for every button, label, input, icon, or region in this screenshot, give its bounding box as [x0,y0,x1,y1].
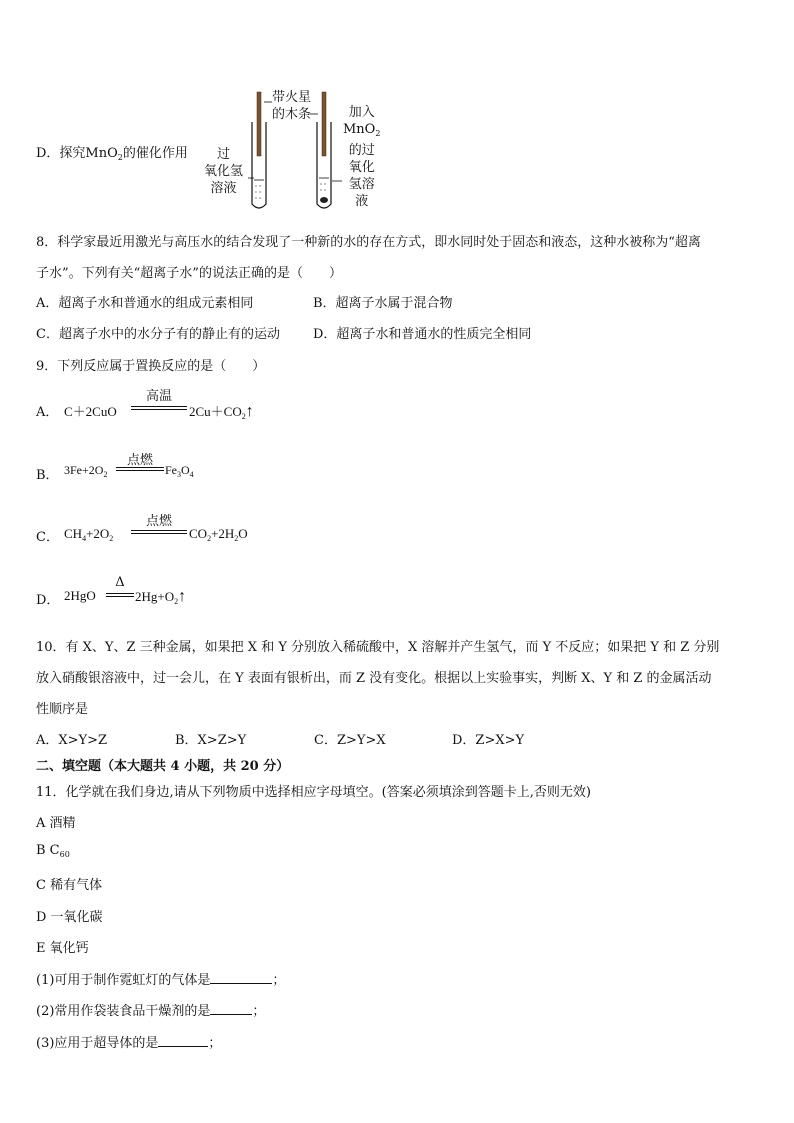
q9-a-equals-sign [131,406,187,410]
q9-option-c-label: C． [36,530,59,545]
q11-option-d: D 一氧化碳 [36,910,103,925]
q9-b-equals-sign [116,467,164,471]
q11-option-a: A 酒精 [36,816,76,831]
q11-stem: 11．化学就在我们身边,请从下列物质中选择相应字母填空。(答案必须填涂到答题卡上,否则无效) [36,785,591,800]
q9-option-d-label: D． [36,593,60,608]
q8-stem-line2: 子水”。下列有关“超离子水”的说法正确的是（ ） [36,266,342,281]
q11-subquestion-3: (3)应用于超导体的是 ； [36,1036,222,1051]
q10-stem-line3: 性顺序是 [36,702,89,717]
right-wooden-splint [322,92,326,156]
q11-option-e: E 氧化钙 [36,941,89,956]
q9-c-condition: 点燃 [145,514,172,529]
label-glowing-splint: 带火星 的木条 [272,90,312,122]
q11-option-c: C 稀有气体 [36,878,103,893]
q11-subquestion-2: (2)常用作袋装食品干燥剂的是 ； [36,1004,266,1019]
q9-a-condition: 高温 [145,389,172,404]
answer-blank-1[interactable] [210,971,272,984]
q9-c-equals-sign [131,530,187,534]
q10-option-b: B．X>Z>Y [175,733,247,748]
q9-d-condition: Δ [115,575,125,590]
q11-subquestion-1: (1)可用于制作霓虹灯的气体是 ； [36,973,286,988]
q9-b-reactants: $3Fe+2O_2$ [64,463,108,479]
q9-d-equals-sign [106,593,134,597]
q9-stem: 9．下列反应属于置换反应的是（ ） [36,359,266,374]
q8-option-d: D．超离子水和普通水的性质完全相同 [313,327,532,342]
q9-d-reactants: 2HgO [64,588,96,603]
q9-d-products: $2Hg+O_2↑$ [135,588,187,606]
q8-option-a: A．超离子水和普通水的组成元素相同 [36,296,254,311]
q9-b-condition: 点燃 [126,453,153,468]
q9-c-products: $CO_2+2H_2O$ [189,526,248,543]
q7-option-d: D．探究MnO$_2$的催化作用 [36,146,188,162]
q9-a-products: $2Cu+CO_2↑$ [189,403,254,421]
q8-option-b: B．超离子水属于混合物 [313,296,453,311]
left-wooden-splint [257,92,261,156]
answer-blank-2[interactable] [210,1002,252,1015]
q10-stem-line2: 放入硝酸银溶液中，过一会儿，在 Y 表面有银析出，而 Z 没有变化。根据以上实验事实，判断 X、Y 和 Z 的金属活动 [36,671,712,686]
section-heading-fill-in: 二、填空题（本大题共 4 小题，共 20 分） [36,759,290,774]
q10-stem-line1: 10．有 X、Y、Z 三种金属，如果把 X 和 Y 分别放入稀硫酸中，X 溶解并产生氢气，而 Y 不反应；如果把 Y 和 Z 分别 [36,640,720,655]
q9-option-b-label: B． [36,468,59,483]
q10-option-d: D．Z>X>Y [452,733,525,748]
q10-option-c: C．Z>Y>X [314,733,386,748]
q8-option-c: C．超离子水中的水分子有的静止有的运动 [36,327,280,342]
q9-b-products: $Fe_3O_4$ [165,463,194,479]
q9-option-a-label: A． [36,405,59,420]
q9-a-reactants: C＋2CuO [64,404,117,419]
label-hydrogen-peroxide-left: 过 氧化氢 溶液 [204,147,244,196]
q10-option-a: A．X>Y>Z [36,733,108,748]
label-mno2-hydrogen-peroxide-right: 加入 MnO$_2$ 的过 氧化 氢溶 液 [343,105,381,209]
q8-stem-line1: 8．科学家最近用激光与高压水的结合发现了一种新的水的存在方式，即水同时处于固态和液态，这种水被称为“超离 [36,235,701,250]
q11-option-b: B $C_{60}$ [36,843,70,859]
q9-c-reactants: $CH_4+2O_2$ [64,526,114,543]
answer-blank-3[interactable] [158,1034,208,1047]
